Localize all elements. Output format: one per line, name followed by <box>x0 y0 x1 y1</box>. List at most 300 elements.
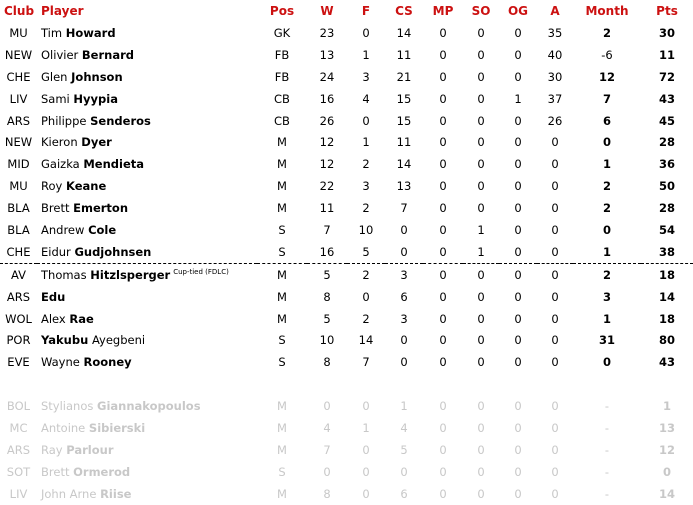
player-first-name: Sami <box>41 91 70 106</box>
player-name <box>37 219 257 241</box>
stat-pos: M <box>277 289 287 304</box>
stat-so: 0 <box>477 135 485 150</box>
player-surname: Giannakopoulos <box>97 399 201 414</box>
club-code: CHE <box>6 244 31 259</box>
player-row[interactable] <box>0 417 693 439</box>
stat-cs: 6 <box>400 486 408 501</box>
stat-w: 26 <box>319 113 335 128</box>
stat-month: - <box>604 399 610 414</box>
player-name <box>37 439 257 461</box>
stat-pos: M <box>277 421 287 436</box>
stat-a: 0 <box>551 289 559 304</box>
player-name <box>37 131 257 153</box>
stat-so: 0 <box>477 157 485 172</box>
player-surname: Howard <box>65 25 116 40</box>
player-surname: Hitzlsperger <box>90 267 171 282</box>
club-code: ARS <box>6 113 31 128</box>
stat-mp: 0 <box>439 289 447 304</box>
stat-cs: 0 <box>400 333 408 348</box>
player-name <box>37 175 257 197</box>
player-row[interactable] <box>0 241 693 263</box>
player-surname: Emerton <box>73 201 129 216</box>
stat-w: 11 <box>319 201 335 216</box>
stat-og: 0 <box>514 113 522 128</box>
player-row[interactable] <box>0 351 693 373</box>
player-row[interactable] <box>0 308 693 330</box>
player-surname: Yakubu <box>41 333 89 348</box>
club-code: LIV <box>9 486 28 501</box>
stat-og: 0 <box>514 201 522 216</box>
stat-pos: M <box>257 263 307 285</box>
col-header-so: SO <box>471 4 491 18</box>
stat-a: 0 <box>551 135 559 150</box>
stat-w: 7 <box>323 222 331 237</box>
stat-cs: 7 <box>400 201 408 216</box>
stat-cs: 21 <box>396 69 412 84</box>
stat-cs: 6 <box>400 289 408 304</box>
stat-f: 0 <box>362 289 370 304</box>
stat-pts: 1 <box>662 399 671 414</box>
stat-w: 13 <box>319 47 335 62</box>
stat-month: - <box>604 464 610 479</box>
col-header-f: F <box>361 4 371 18</box>
stat-a: 0 <box>551 442 559 457</box>
stat-f: 0 <box>362 399 370 414</box>
player-first-name: Brett <box>41 201 70 216</box>
stat-pos: S <box>278 222 286 237</box>
stat-f: 3 <box>362 69 370 84</box>
stat-month: 0 <box>602 222 611 237</box>
stat-cs: 4 <box>400 421 408 436</box>
stat-mp: 0 <box>439 486 447 501</box>
stat-month: 2 <box>602 201 611 216</box>
player-name <box>37 395 257 417</box>
stat-month: 2 <box>573 263 641 285</box>
player-name <box>37 197 257 219</box>
player-row[interactable] <box>0 286 693 308</box>
stat-a: 0 <box>537 263 573 285</box>
stat-mp: 0 <box>439 69 447 84</box>
stat-pos: M <box>277 399 287 414</box>
stat-so: 0 <box>477 91 485 106</box>
player-row[interactable] <box>0 461 693 483</box>
player-name <box>37 66 257 88</box>
player-name <box>37 44 257 66</box>
stat-a: 0 <box>551 179 559 194</box>
stat-month: 0 <box>602 355 611 370</box>
player-row[interactable] <box>0 395 693 417</box>
player-name <box>37 153 257 175</box>
player-row[interactable] <box>0 175 693 197</box>
club-code: MU <box>9 179 28 194</box>
player-name <box>37 241 257 263</box>
stat-a: 0 <box>551 244 559 259</box>
stat-cs: 0 <box>400 222 408 237</box>
stat-pos: S <box>278 244 286 259</box>
player-first-name: Olivier <box>41 47 79 62</box>
stat-cs: 0 <box>400 244 408 259</box>
club-code: MID <box>7 157 30 172</box>
stat-w: 23 <box>319 25 335 40</box>
stat-month: - <box>604 421 610 436</box>
stat-og: 1 <box>514 91 522 106</box>
stat-og: 0 <box>514 25 522 40</box>
stat-so: 0 <box>477 113 485 128</box>
stat-w: 7 <box>323 442 331 457</box>
stat-so: 0 <box>477 421 485 436</box>
stat-og: 0 <box>514 486 522 501</box>
player-name <box>37 263 257 285</box>
player-name <box>37 329 257 351</box>
stat-pos: M <box>277 486 287 501</box>
player-first-name: Alex <box>41 311 66 326</box>
stat-cs: 11 <box>396 135 412 150</box>
stat-pos: FB <box>274 47 290 62</box>
stat-cs: 1 <box>400 399 408 414</box>
cup-tied-note: Cup-tied (FDLC) <box>173 267 229 276</box>
col-header-month: Month <box>585 4 629 18</box>
player-first-name: Glen <box>41 69 68 84</box>
stat-f: 2 <box>362 311 370 326</box>
player-name <box>37 417 257 439</box>
stat-a: 0 <box>551 464 559 479</box>
stat-a: 0 <box>551 486 559 501</box>
stat-so: 0 <box>463 263 499 285</box>
col-header-pts: Pts <box>656 4 678 18</box>
stat-so: 0 <box>477 201 485 216</box>
stat-month: 2 <box>602 25 611 40</box>
stat-mp: 0 <box>439 47 447 62</box>
player-name <box>37 461 257 483</box>
stat-cs: 0 <box>400 355 408 370</box>
stat-a: 26 <box>547 113 563 128</box>
stat-a: 35 <box>547 25 563 40</box>
stat-og: 0 <box>514 289 522 304</box>
stat-pts: 14 <box>658 486 675 501</box>
stat-f: 7 <box>362 355 370 370</box>
stat-so: 0 <box>477 69 485 84</box>
stat-f: 0 <box>362 486 370 501</box>
stat-w: 5 <box>323 311 331 326</box>
stat-mp: 0 <box>439 311 447 326</box>
stat-w: 8 <box>323 289 331 304</box>
player-row[interactable] <box>0 219 693 241</box>
stat-w: 0 <box>323 399 331 414</box>
stat-month: 3 <box>602 289 611 304</box>
player-surname: Rooney <box>83 355 132 370</box>
stat-month: 0 <box>602 135 611 150</box>
stat-og: 0 <box>514 442 522 457</box>
stat-so: 0 <box>477 333 485 348</box>
stat-f: 3 <box>362 179 370 194</box>
player-surname: Mendieta <box>83 157 145 172</box>
stat-w: 8 <box>323 355 331 370</box>
stat-month: 7 <box>602 91 611 106</box>
player-row[interactable] <box>0 197 693 219</box>
stat-pos: FB <box>274 69 290 84</box>
stat-a: 0 <box>551 222 559 237</box>
player-row[interactable] <box>0 329 693 351</box>
stat-f: 0 <box>362 113 370 128</box>
stat-f: 10 <box>358 222 374 237</box>
stat-pts: 11 <box>658 47 675 62</box>
player-first-name: Eidur <box>41 244 71 259</box>
player-surname: Hyypia <box>73 91 118 106</box>
stat-a: 0 <box>551 421 559 436</box>
player-name <box>37 351 257 373</box>
stat-f: 14 <box>358 333 374 348</box>
stat-f: 0 <box>362 25 370 40</box>
stat-pts: 38 <box>658 244 675 259</box>
col-header-a: A <box>550 4 560 18</box>
stat-og: 0 <box>514 333 522 348</box>
stat-mp: 0 <box>423 263 463 285</box>
stat-w: 22 <box>319 179 335 194</box>
player-surname: Bernard <box>81 47 134 62</box>
stat-cs: 5 <box>400 442 408 457</box>
stat-og: 0 <box>514 47 522 62</box>
club-code: BLA <box>7 222 30 237</box>
stat-mp: 0 <box>439 421 447 436</box>
club-code: POR <box>6 333 31 348</box>
stat-month: - <box>604 486 610 501</box>
stat-so: 0 <box>477 464 485 479</box>
stat-a: 0 <box>551 355 559 370</box>
stat-a: 0 <box>551 201 559 216</box>
stat-so: 0 <box>477 179 485 194</box>
player-first-name: Andrew <box>41 222 85 237</box>
col-header-player: Player <box>41 4 84 18</box>
stat-w: 4 <box>323 421 331 436</box>
stat-og: 0 <box>514 179 522 194</box>
stat-month: 1 <box>602 157 611 172</box>
player-row[interactable] <box>0 439 693 461</box>
club-code: EVE <box>7 355 30 370</box>
stat-month: 31 <box>598 333 615 348</box>
player-row[interactable] <box>0 88 693 110</box>
stat-pos: S <box>278 464 286 479</box>
player-name <box>37 88 257 110</box>
club-code: MU <box>9 25 28 40</box>
stat-mp: 0 <box>439 113 447 128</box>
stat-mp: 0 <box>439 399 447 414</box>
stat-w: 16 <box>319 244 335 259</box>
stat-og: 0 <box>514 421 522 436</box>
stat-pts: 28 <box>658 135 675 150</box>
stat-cs: 0 <box>400 464 408 479</box>
stat-mp: 0 <box>439 179 447 194</box>
stat-month: 1 <box>602 311 611 326</box>
stat-og: 0 <box>514 244 522 259</box>
stat-mp: 0 <box>439 201 447 216</box>
player-surname: Senderos <box>90 113 151 128</box>
stat-og: 0 <box>499 263 537 285</box>
stat-w: 12 <box>319 157 335 172</box>
stat-so: 0 <box>477 442 485 457</box>
stat-og: 0 <box>514 157 522 172</box>
stat-pos: M <box>277 311 287 326</box>
section-spacer <box>0 373 693 395</box>
club-code: BLA <box>7 201 30 216</box>
player-name <box>37 286 257 308</box>
player-surname: Riise <box>100 486 132 501</box>
stat-so: 1 <box>477 244 485 259</box>
stat-w: 24 <box>319 69 335 84</box>
stat-mp: 0 <box>439 157 447 172</box>
club-code: BOL <box>6 399 31 414</box>
stat-mp: 0 <box>439 355 447 370</box>
stat-og: 0 <box>514 311 522 326</box>
stat-pos: S <box>278 333 286 348</box>
stat-cs: 15 <box>396 91 412 106</box>
player-first-name: Antoine <box>41 421 86 436</box>
stat-cs: 11 <box>396 47 412 62</box>
player-name <box>37 483 257 505</box>
stat-pts: 36 <box>658 157 675 172</box>
stat-w: 12 <box>319 135 335 150</box>
player-surname: Gudjohnsen <box>74 244 152 259</box>
stat-pts: 0 <box>662 464 671 479</box>
stat-so: 0 <box>477 289 485 304</box>
header-row <box>0 0 693 22</box>
stat-month: 6 <box>602 113 611 128</box>
stat-mp: 0 <box>439 244 447 259</box>
stat-f: 0 <box>362 442 370 457</box>
stat-a: 40 <box>547 47 563 62</box>
stat-mp: 0 <box>439 442 447 457</box>
player-name <box>37 22 257 44</box>
stat-so: 0 <box>477 486 485 501</box>
stat-og: 0 <box>514 69 522 84</box>
club-code: NEW <box>4 47 33 62</box>
stat-pts: 72 <box>658 69 675 84</box>
stat-pts: 13 <box>658 421 675 436</box>
stat-pts: 54 <box>658 222 675 237</box>
stat-mp: 0 <box>439 222 447 237</box>
stat-og: 0 <box>514 135 522 150</box>
stat-cs: 13 <box>396 179 412 194</box>
club-code: MC <box>9 421 28 436</box>
stat-month: 1 <box>602 244 611 259</box>
player-first-name: Thomas <box>41 267 87 282</box>
stat-a: 0 <box>551 311 559 326</box>
club-code: NEW <box>4 135 33 150</box>
stat-pts: 50 <box>658 179 675 194</box>
player-row[interactable] <box>0 22 693 44</box>
stat-og: 0 <box>514 399 522 414</box>
stat-pts: 18 <box>658 311 675 326</box>
stat-pts: 28 <box>658 201 675 216</box>
player-after-name: Ayegbeni <box>91 333 146 348</box>
player-first-name: Roy <box>41 179 63 194</box>
stat-so: 1 <box>477 222 485 237</box>
stat-pos: S <box>278 355 286 370</box>
stat-og: 0 <box>514 222 522 237</box>
stat-f: 1 <box>362 135 370 150</box>
stat-month: 2 <box>602 179 611 194</box>
stat-cs: 3 <box>400 311 408 326</box>
stat-f: 5 <box>362 244 370 259</box>
player-surname: Edu <box>41 289 66 304</box>
stat-f: 2 <box>362 201 370 216</box>
player-name <box>37 110 257 132</box>
stat-so: 0 <box>477 399 485 414</box>
table-body <box>0 22 693 505</box>
player-row[interactable] <box>0 483 693 505</box>
player-first-name: Brett <box>41 464 70 479</box>
stat-mp: 0 <box>439 135 447 150</box>
col-header-og: OG <box>507 4 529 18</box>
stat-a: 30 <box>547 69 563 84</box>
player-first-name: Stylianos <box>41 399 94 414</box>
stat-mp: 0 <box>439 91 447 106</box>
stat-pos: CB <box>274 113 290 128</box>
player-row[interactable] <box>0 66 693 88</box>
stat-w: 0 <box>323 464 331 479</box>
club-code: LIV <box>9 91 28 106</box>
col-header-pos: Pos <box>269 4 295 18</box>
stat-f: 1 <box>362 47 370 62</box>
player-row[interactable] <box>0 263 693 285</box>
stat-cs: 14 <box>396 157 412 172</box>
player-first-name: John Arne <box>41 486 97 501</box>
stat-pts: 43 <box>658 91 675 106</box>
stat-cs: 14 <box>396 25 412 40</box>
stat-so: 0 <box>477 25 485 40</box>
player-first-name: Tim <box>41 25 63 40</box>
player-first-name: Ray <box>41 442 63 457</box>
spacer-cell <box>0 373 693 395</box>
player-surname: Cole <box>88 222 117 237</box>
stat-pos: M <box>277 201 287 216</box>
stat-pts: 14 <box>658 289 675 304</box>
player-surname: Sibierski <box>88 421 146 436</box>
stat-pos: GK <box>273 25 291 40</box>
club-code: AV <box>0 263 37 285</box>
stat-f: 4 <box>362 91 370 106</box>
player-row[interactable] <box>0 44 693 66</box>
stat-mp: 0 <box>439 333 447 348</box>
stat-so: 0 <box>477 311 485 326</box>
stat-pos: CB <box>274 91 290 106</box>
stat-f: 2 <box>362 157 370 172</box>
club-code: ARS <box>6 289 31 304</box>
player-row[interactable] <box>0 131 693 153</box>
stat-og: 0 <box>514 355 522 370</box>
club-code: SOT <box>6 464 31 479</box>
player-surname: Dyer <box>81 135 112 150</box>
stat-f: 2 <box>347 263 385 285</box>
player-first-name: Kieron <box>41 135 78 150</box>
stat-w: 16 <box>319 91 335 106</box>
stat-pos: M <box>277 179 287 194</box>
stat-w: 5 <box>307 263 347 285</box>
col-header-club: Club <box>4 4 35 18</box>
stat-so: 0 <box>477 355 485 370</box>
stat-so: 0 <box>477 47 485 62</box>
player-row[interactable] <box>0 153 693 175</box>
player-row[interactable] <box>0 110 693 132</box>
player-surname: Johnson <box>71 69 123 84</box>
stat-a: 37 <box>547 91 563 106</box>
stat-pos: M <box>277 157 287 172</box>
stat-month: -6 <box>601 47 613 62</box>
stat-pts: 43 <box>658 355 675 370</box>
stat-pos: M <box>277 135 287 150</box>
stat-pts: 80 <box>658 333 675 348</box>
stat-w: 10 <box>319 333 335 348</box>
stat-mp: 0 <box>439 25 447 40</box>
